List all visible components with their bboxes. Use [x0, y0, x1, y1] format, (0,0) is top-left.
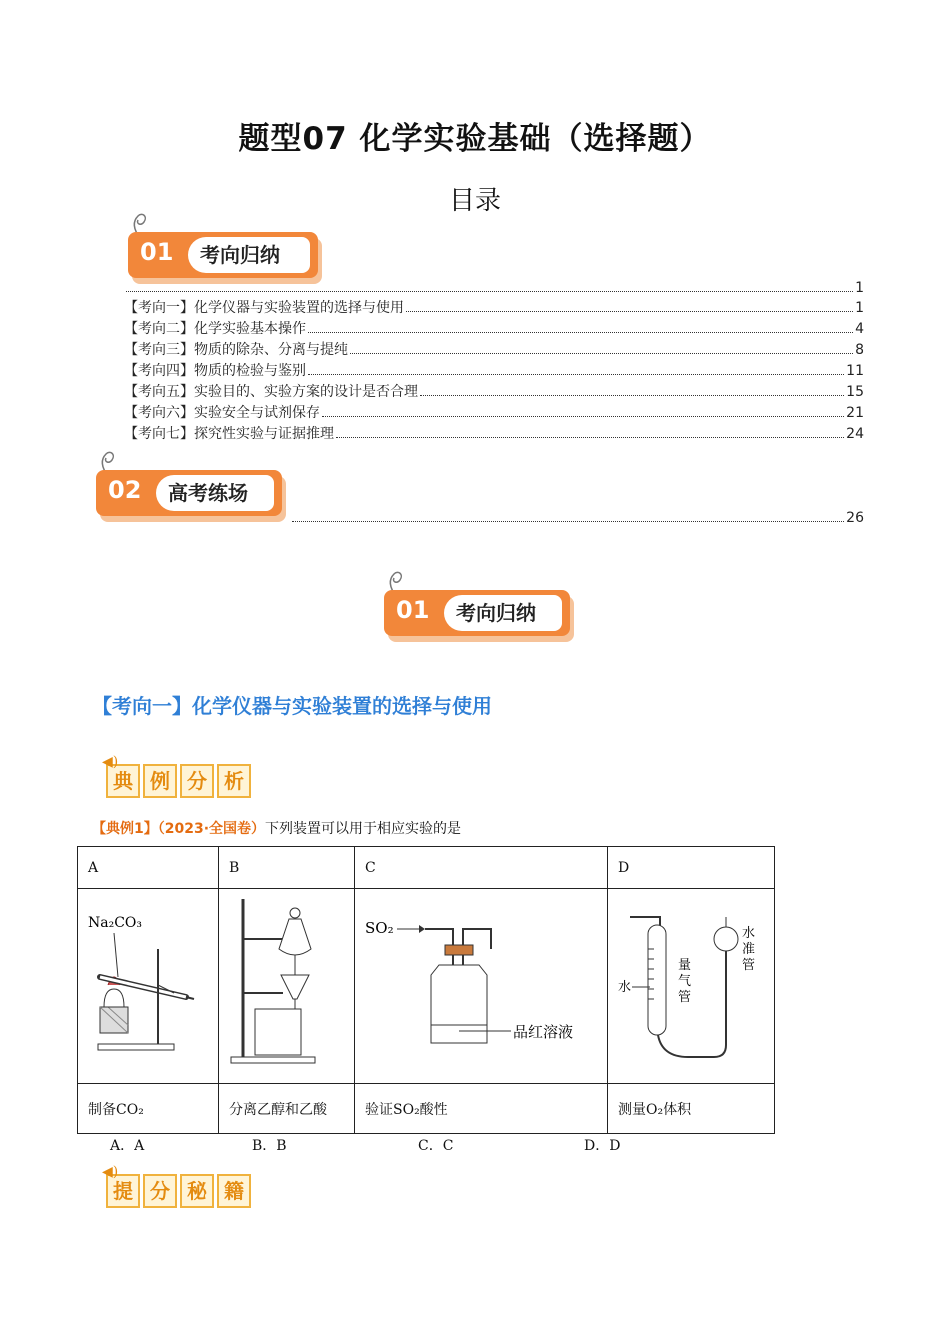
- apparatus-d-drawing: [608, 889, 774, 1079]
- section-heading: 【考向一】化学仪器与实验装置的选择与使用: [92, 694, 492, 718]
- apparatus-b-drawing: [219, 889, 354, 1079]
- label-level-tube: 水: [742, 926, 756, 941]
- badge-number: 02: [108, 476, 142, 504]
- option-c[interactable]: C．C: [418, 1138, 454, 1154]
- badge-label: 考向归纳: [444, 595, 562, 631]
- cell-header-b: B: [219, 847, 355, 889]
- example-question: [92, 818, 461, 838]
- caption-b: 分离乙醇和乙酸: [219, 1084, 355, 1134]
- toc-title: 目录: [448, 186, 501, 216]
- speaker-icon: ◀): [102, 754, 119, 770]
- toc-entry[interactable]: 【考向七】探究性实验与证据推理 24: [124, 426, 864, 442]
- cell-header-d: D: [608, 847, 775, 889]
- option-a[interactable]: A．A: [110, 1138, 145, 1154]
- section-badge-02: [96, 470, 282, 526]
- example-tag: 【典例1】（2023·全国卷）: [92, 821, 266, 837]
- example-text: 下列装置可以用于相应实验的是: [265, 821, 462, 837]
- toc-entry[interactable]: 【考向三】物质的除杂、分离与提纯 8: [124, 342, 864, 358]
- caption-a: 制备CO₂: [78, 1084, 219, 1134]
- label-gas-tube: 量: [678, 958, 692, 973]
- toc-entry[interactable]: 【考向五】实验目的、实验方案的设计是否合理 15: [124, 384, 864, 400]
- apparatus-a: [78, 889, 219, 1084]
- toc-entry[interactable]: 【考向二】化学实验基本操作 4: [124, 321, 864, 337]
- speaker-icon: ◀): [102, 1164, 119, 1180]
- apparatus-b: [219, 889, 355, 1084]
- toc-entry[interactable]: 1: [124, 278, 864, 298]
- section-badge-01-main: [384, 590, 570, 646]
- apparatus-c-drawing: [355, 889, 605, 1079]
- option-b[interactable]: B．B: [252, 1138, 287, 1154]
- apparatus-c: [355, 889, 608, 1084]
- badge-number: 01: [396, 596, 430, 624]
- svg-text:管: 管: [742, 958, 756, 973]
- apparatus-table: [77, 846, 775, 1134]
- badge-label: 考向归纳: [188, 237, 310, 273]
- example-analysis-stamp: ◀) 典 例 分 析: [106, 764, 251, 798]
- toc-entry[interactable]: 【考向六】实验安全与试剂保存 21: [124, 405, 864, 421]
- svg-text:准: 准: [742, 942, 756, 957]
- badge-label: 高考练场: [156, 475, 274, 511]
- toc-entry[interactable]: 【考向四】物质的检验与鉴别 11: [124, 363, 864, 379]
- label-na2co3: Na₂CO₃: [88, 915, 143, 931]
- apparatus-d: [608, 889, 775, 1084]
- caption-d: 测量O₂体积: [608, 1084, 775, 1134]
- toc-entry[interactable]: 【考向一】化学仪器与实验装置的选择与使用 1: [124, 300, 864, 316]
- toc-entry[interactable]: 26: [290, 508, 864, 528]
- label-water: 水: [618, 980, 632, 995]
- badge-number: 01: [140, 238, 174, 266]
- caption-c: 验证SO₂酸性: [355, 1084, 608, 1134]
- svg-text:管: 管: [678, 990, 692, 1005]
- apparatus-a-drawing: [78, 889, 218, 1079]
- svg-text:气: 气: [678, 974, 692, 989]
- cell-header-a: A: [78, 847, 219, 889]
- option-d[interactable]: D．D: [584, 1138, 621, 1154]
- label-pinhong: 品红溶液: [513, 1023, 574, 1041]
- document-title: 题型07 化学实验基础（选择题）: [238, 121, 712, 157]
- label-so2: SO₂: [365, 919, 394, 937]
- tips-stamp: ◀) 提 分 秘 籍: [106, 1174, 251, 1208]
- cell-header-c: C: [355, 847, 608, 889]
